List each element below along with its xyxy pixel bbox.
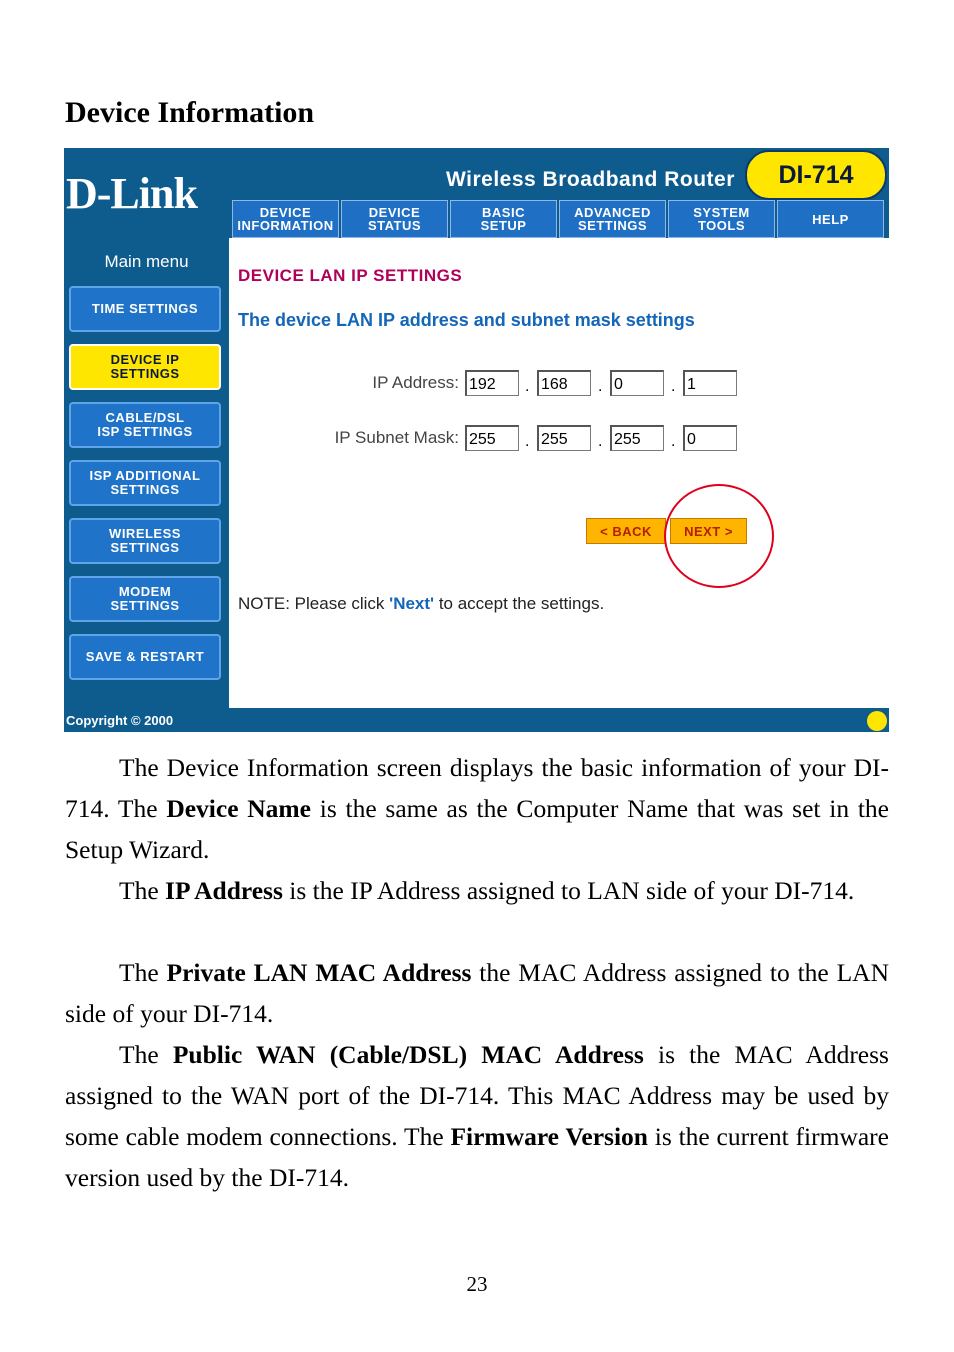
ip-dot: . [598,378,603,395]
paragraph-ip-address: The IP Address is the IP Address assigned to LAN side of your DI-714. [119,876,855,905]
page-number: 23 [466,1272,488,1296]
ip-octet-4[interactable]: 1 [683,370,737,396]
section-subtitle: The device LAN IP address and subnet mask settings [238,310,695,330]
tab-advanced-settings[interactable]: ADVANCED SETTINGS [559,200,666,238]
ip-dot: . [525,378,530,395]
menu-modem-settings[interactable]: MODEM SETTINGS [69,576,221,622]
tab-help[interactable]: HELP [777,200,884,238]
tab-basic-setup[interactable]: BASIC SETUP [450,200,557,238]
main-menu-title: Main menu [104,252,189,271]
top-tabs [232,200,884,238]
subnet-mask-label: IP Subnet Mask: [334,428,459,447]
menu-isp-additional-settings[interactable]: ISP ADDITIONAL SETTINGS [69,460,221,506]
status-indicator-icon [867,711,887,731]
product-name: Wireless Broadband Router [446,168,735,191]
ip-octet-3[interactable]: 0 [610,370,664,396]
note-text: NOTE: Please click 'Next' to accept the settings. [238,594,605,613]
tab-system-tools[interactable]: SYSTEM TOOLS [668,200,775,238]
mask-octet-1[interactable]: 255 [465,425,519,451]
page-heading: Device Information [65,96,315,129]
ip-octet-2[interactable]: 168 [537,370,591,396]
ip-octet-1[interactable]: 192 [465,370,519,396]
ip-dot: . [671,378,676,395]
main-menu [69,286,221,692]
router-screenshot [64,148,889,732]
tab-device-information[interactable]: DEVICE INFORMATION [232,200,339,238]
mask-dot: . [525,433,530,450]
paragraph-wan-mac: The Public WAN (Cable/DSL) MAC Address is the MAC Address assigned to the WAN port of the DI-714. This MAC Address may be used by some cable modem connections. The Firmware Version is the current firmware version used by the DI-714. [65,1040,889,1192]
mask-dot: . [598,433,603,450]
note-next-highlight: 'Next' [389,594,435,613]
menu-device-ip-settings[interactable]: DEVICE IP SETTINGS [69,344,221,390]
back-button[interactable]: < BACK [586,518,666,544]
menu-cable-dsl-isp-settings[interactable]: CABLE/DSL ISP SETTINGS [69,402,221,448]
mask-octet-3[interactable]: 255 [610,425,664,451]
mask-dot: . [671,433,676,450]
menu-time-settings[interactable]: TIME SETTINGS [69,286,221,332]
paragraph-device-name: The Device Information screen displays the basic information of your DI-714. The Device Name is the same as the Computer Name that was set in the Setup Wizard. [65,753,889,864]
section-title: DEVICE LAN IP SETTINGS [238,266,463,285]
ip-address-label: IP Address: [372,373,459,392]
mask-octet-4[interactable]: 0 [683,425,737,451]
settings-panel [229,238,889,708]
mask-octet-2[interactable]: 255 [537,425,591,451]
model-badge: DI-714 [745,150,887,200]
copyright: Copyright © 2000 [66,713,174,728]
tab-device-status[interactable]: DEVICE STATUS [341,200,448,238]
menu-wireless-settings[interactable]: WIRELESS SETTINGS [69,518,221,564]
dlink-logo: D-Link [66,169,197,218]
menu-save-restart[interactable]: SAVE & RESTART [69,634,221,680]
next-button[interactable]: NEXT > [670,518,747,544]
next-highlight-circle [664,484,774,588]
paragraph-lan-mac: The Private LAN MAC Address the MAC Address assigned to the LAN side of your DI-714. [65,958,889,1028]
